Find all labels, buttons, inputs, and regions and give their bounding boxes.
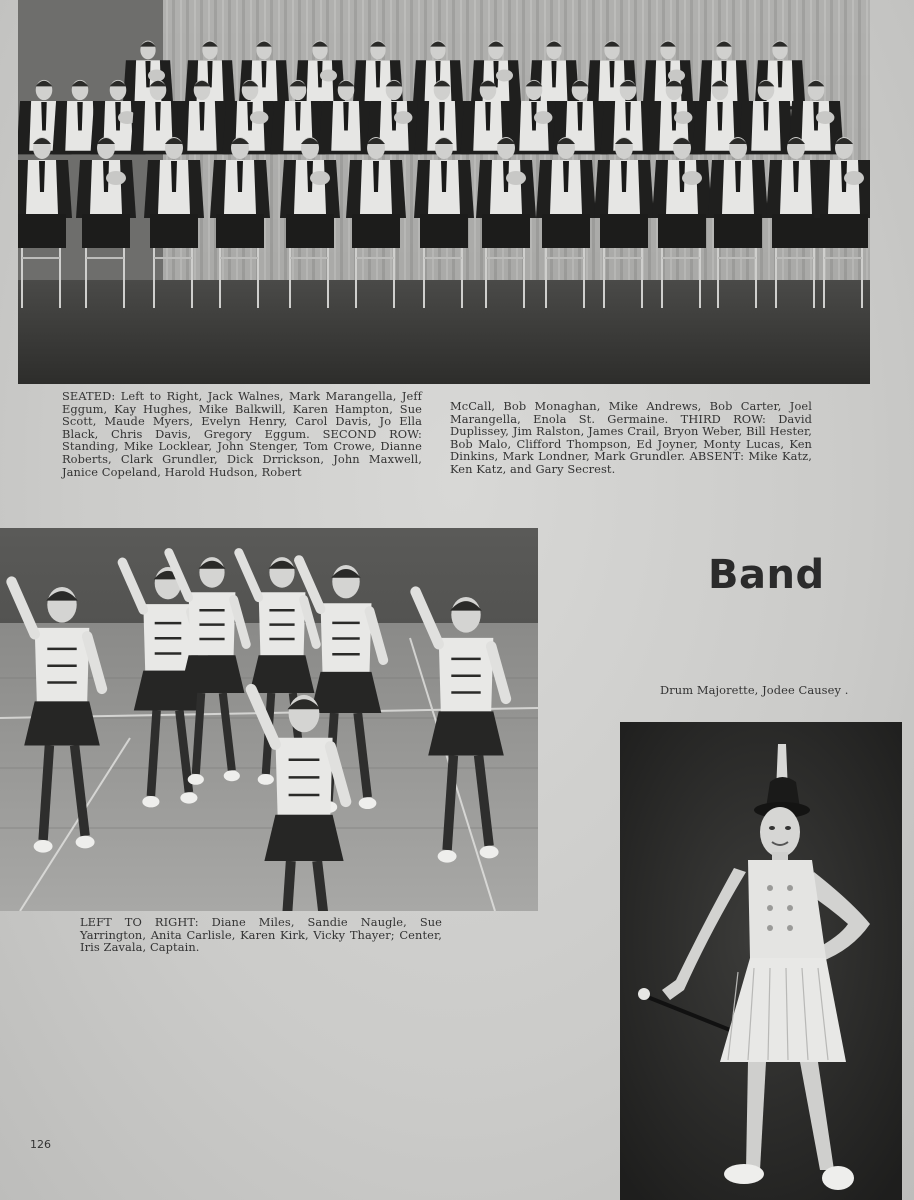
drum-majorette-caption: Drum Majorette, Jodee Causey . xyxy=(660,683,849,697)
section-title: Band xyxy=(708,552,825,598)
drum-majorette-photo xyxy=(620,722,902,1200)
twirlers-photo xyxy=(0,528,538,911)
twirlers-caption: LEFT TO RIGHT: Diane Miles, Sandie Naugle, Sue Yarrington, Anita Carlisle, Karen Kirk, Vicky Thayer; Center, Iris Zavala, Captain. xyxy=(80,915,442,955)
band-group-photo-image xyxy=(18,0,870,384)
page-number: 126 xyxy=(30,1138,51,1151)
band-caption-left: SEATED: Left to Right, Jack Walnes, Mark Marangella, Jeff Eggum, Kay Hughes, Mike Balkwill, Karen Hampton, Sue Scott, Maude Myers, Evelyn Henry, Carol Davis, Jo Ella Black, Chris Davis, Gregory Eggum. SECOND ROW: Standing, Mike Locklear, John Stenger, Tom Crowe, Dianne Roberts, Clark Grundler, Dick Drrickson, John Maxwell, Janice Copeland, Harold Hudson, Robert xyxy=(62,389,422,479)
band-group-photo xyxy=(18,0,870,384)
twirlers-photo-image xyxy=(0,528,538,911)
drum-majorette-photo-image xyxy=(620,722,902,1200)
band-caption-right: McCall, Bob Monaghan, Mike Andrews, Bob Carter, Joel Marangella, Enola St. Germaine. THIRD ROW: David Duplissey, Jim Ralston, James Crail, Bryon Weber, Bill Hester, Bob Malo, Clifford Thompson, Ed Joyner, Monty Lucas, Ken Dinkins, Mark Londner, Mark Grundler. ABSENT: Mike Katz, Ken Katz, and Gary Secrest. xyxy=(450,399,812,476)
